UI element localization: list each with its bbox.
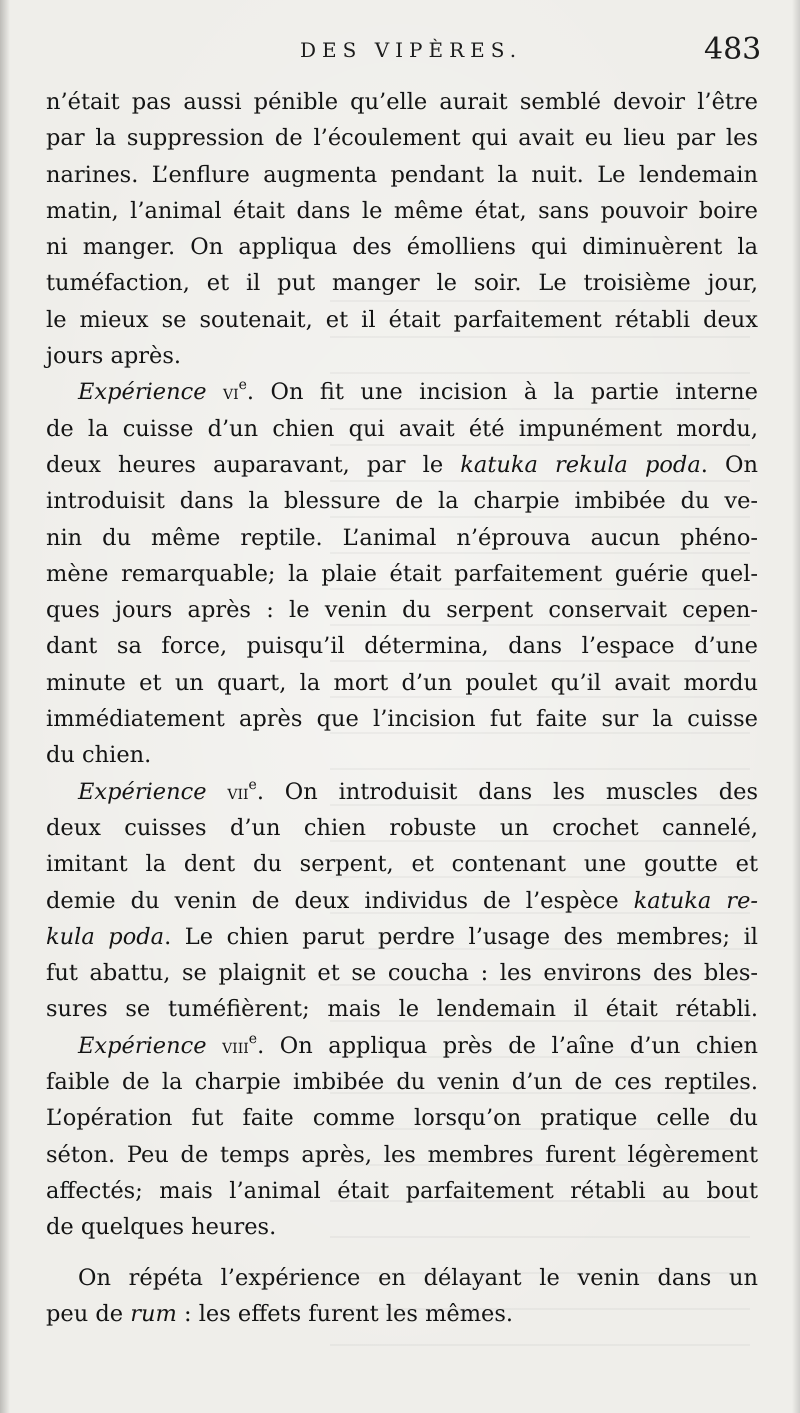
text-line: mène remarquable; la plaie était parfaitement guérie quel- (46, 560, 758, 587)
text-line (46, 1028, 758, 1064)
text-fragment: peu de (46, 1300, 131, 1327)
paragraph-final (46, 1260, 758, 1333)
text-line: minute et un quart, la mort d’un poulet qu’il avait mordu (46, 669, 758, 696)
text-line: dant sa force, puisqu’il détermina, dans l’espace d’une (46, 633, 758, 660)
experience-superscript: e (248, 776, 257, 793)
text-line: immédiatement après que l’incision fut faite sur la cuisse (46, 706, 758, 733)
experience-number: viii (222, 1033, 249, 1058)
text-line: du chien. (46, 742, 152, 769)
page-edge-shadow-left (0, 0, 10, 1413)
text-line: de quelques heures. (46, 1214, 277, 1241)
experience-label: Expérience (78, 1032, 207, 1059)
text-line (46, 374, 758, 410)
text-line: introduisit dans la blessure de la charpie imbibée du ve- (46, 488, 758, 515)
paragraph-gap (46, 1246, 758, 1260)
text-line: ni manger. On appliqua des émolliens qui diminuèrent la (46, 234, 758, 261)
experience-label: Expérience (78, 778, 207, 805)
text-fragment: demie du venin de deux individus de l’espèce (46, 887, 634, 914)
paragraph-experience-8 (46, 1028, 758, 1246)
running-head: DES VIPÈRES. (300, 38, 523, 62)
experience-lead: . On fit une incision à la partie interne (246, 379, 758, 406)
experience-number: vii (227, 779, 249, 804)
text-line: n’était pas aussi pénible qu’elle aurait semblé devoir l’être (46, 89, 758, 115)
text-fragment: : les effets furent les mêmes. (176, 1300, 514, 1327)
text-line: faible de la charpie imbibée du venin d’un de ces reptiles. (46, 1069, 758, 1096)
text-line: On répéta l’expérience en délayant le venin dans un (78, 1264, 758, 1291)
text-line: ques jours après : le venin du serpent conservait cepen- (46, 597, 758, 624)
text-line: tuméfaction, et il put manger le soir. Le troisième jour, (46, 270, 758, 297)
experience-superscript: e (238, 377, 247, 394)
page-number: 483 (704, 32, 762, 67)
text-line: jours après. (46, 343, 182, 370)
emphasis-word: rum (130, 1300, 177, 1327)
body-text (46, 84, 758, 1332)
text-fragment: . Le chien parut perdre l’usage des membres; il (164, 923, 758, 950)
text-line: imitant la dent du serpent, et contenant une goutte et (46, 851, 758, 878)
species-name: kula poda (46, 923, 165, 950)
text-line (46, 1296, 758, 1332)
paragraph-experience-7 (46, 774, 758, 1028)
text-line (46, 774, 758, 810)
text-line: L’opération fut faite comme lorsqu’on pratique celle du (46, 1105, 758, 1132)
text-line (46, 919, 758, 955)
experience-label: Expérience (78, 379, 207, 406)
experience-number: vi (222, 380, 239, 405)
text-line: fut abattu, se plaignit et se coucha : les environs des bles- (46, 960, 758, 987)
experience-lead: . On introduisit dans les muscles des (256, 778, 759, 805)
text-line: par la suppression de l’écoulement qui avait eu lieu par les (46, 125, 758, 152)
text-line: de la cuisse d’un chien qui avait été impunément mordu, (46, 415, 758, 442)
text-line: narines. L’enflure augmenta pendant la nuit. Le lendemain (46, 161, 758, 188)
text-line: deux cuisses d’un chien robuste un crochet cannelé, (46, 814, 758, 841)
text-fragment: . On (700, 451, 758, 478)
text-line: sures se tuméfièrent; mais le lendemain il était rétabli. (46, 996, 758, 1023)
text-line: matin, l’animal était dans le même état, sans pouvoir boire (46, 197, 758, 224)
experience-lead: . On appliqua près de l’aîne d’un chien (257, 1032, 758, 1059)
paragraph-continuation (46, 84, 758, 374)
text-line (46, 447, 758, 483)
text-fragment: deux heures auparavant, par le (46, 451, 461, 478)
text-line (46, 883, 758, 919)
text-line: nin du même reptile. L’animal n’éprouva aucun phéno- (46, 524, 758, 551)
text-line: affectés; mais l’animal était parfaitement rétabli au bout (46, 1177, 758, 1204)
experience-superscript: e (248, 1030, 258, 1047)
text-line: le mieux se soutenait, et il était parfaitement rétabli deux (46, 306, 758, 333)
species-name: katuka re- (633, 887, 758, 914)
text-line: séton. Peu de temps après, les membres furent légèrement (46, 1141, 758, 1168)
page-edge-shadow-right (792, 0, 800, 1413)
species-name: katuka rekula poda (460, 451, 701, 478)
paragraph-experience-6 (46, 374, 758, 773)
